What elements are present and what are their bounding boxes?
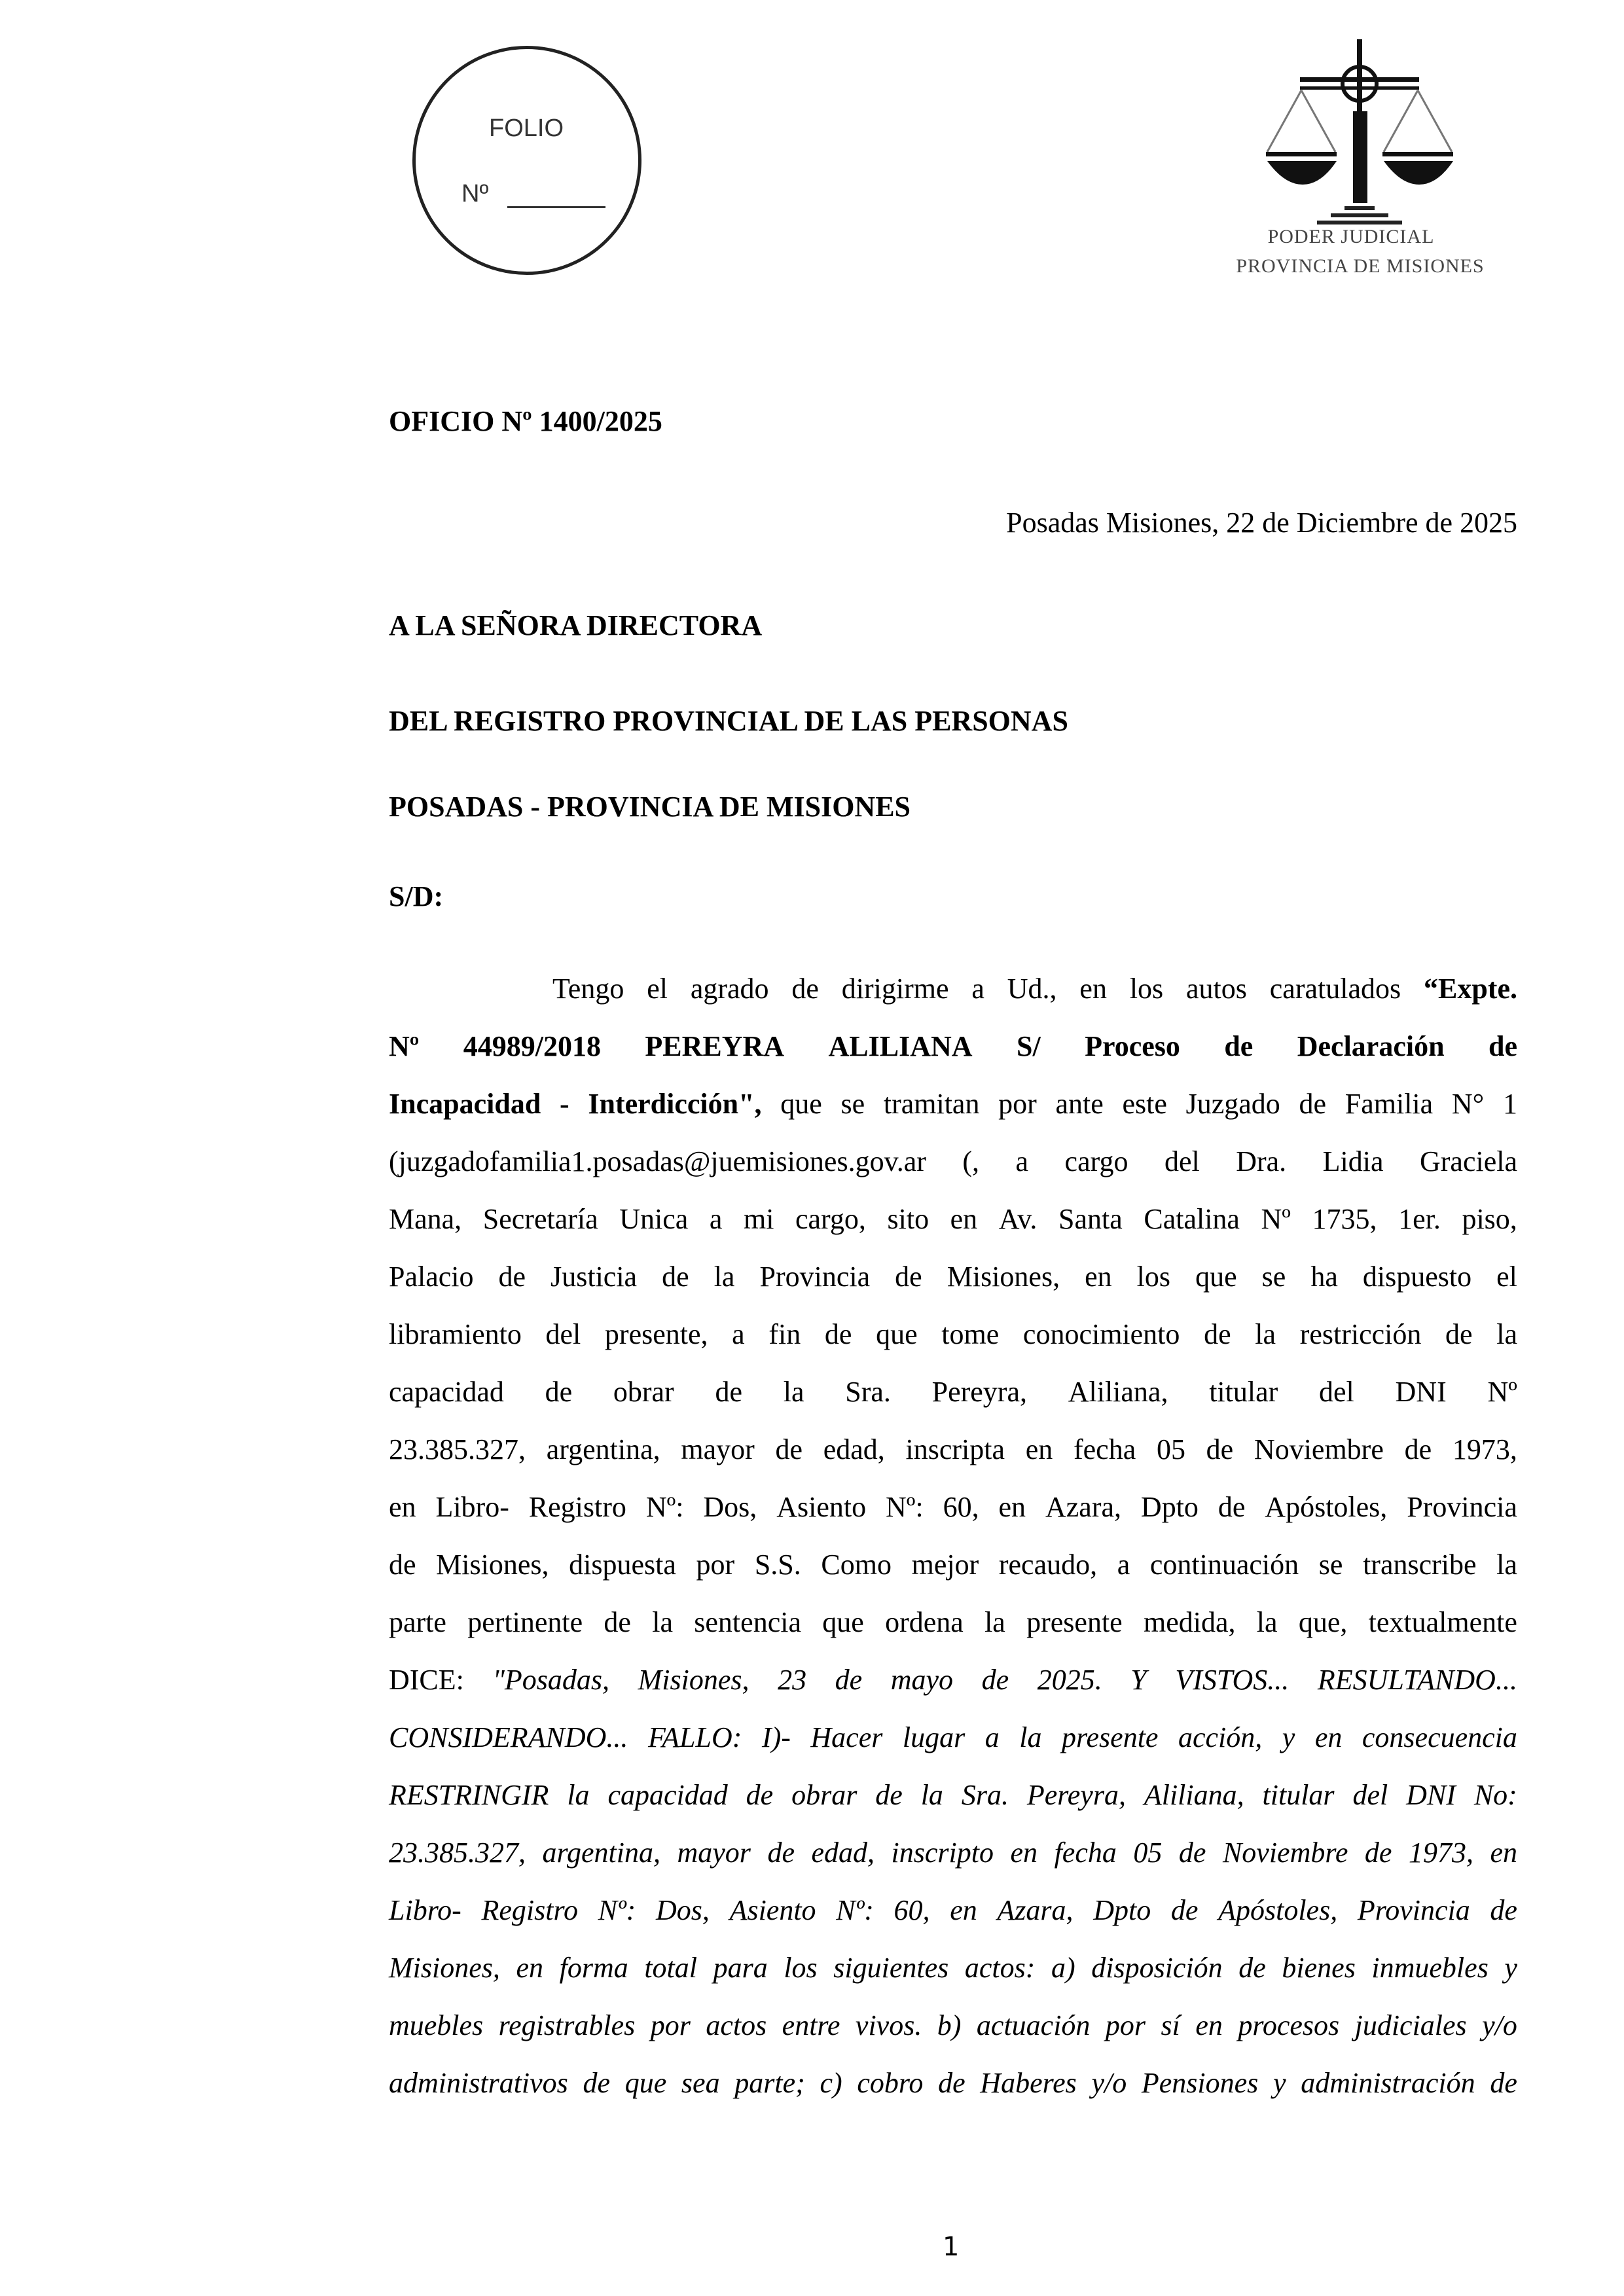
body-word: en <box>1079 973 1107 1005</box>
body-word: Interdicción", <box>588 1088 762 1120</box>
body-word: presente <box>1026 1606 1123 1638</box>
body-word: dirigirme <box>841 973 949 1005</box>
body-word: Registro <box>481 1894 578 1926</box>
body-word: los <box>1136 1261 1171 1293</box>
body-word: medida, <box>1144 1606 1236 1638</box>
body-word: 60, <box>943 1491 979 1523</box>
addressee-line-1: A LA SEÑORA DIRECTORA <box>389 609 763 641</box>
body-word: "Posadas, <box>492 1664 610 1696</box>
body-word: de <box>775 1433 803 1465</box>
body-word: lugar <box>902 1721 965 1753</box>
body-word: en <box>1025 1433 1053 1465</box>
body-word: de <box>1364 1837 1392 1869</box>
body-word: Catalina <box>1144 1203 1240 1235</box>
body-line <box>389 2066 1517 2124</box>
body-word: capacidad <box>607 1779 728 1811</box>
body-line <box>389 1663 1517 1721</box>
body-line <box>389 1202 1517 1260</box>
body-word: Mana, <box>389 1203 462 1235</box>
body-word: bienes <box>1282 1952 1356 1984</box>
body-word: el <box>647 973 668 1005</box>
body-word: Secretaría <box>482 1203 598 1235</box>
body-word: del <box>1164 1145 1200 1177</box>
body-word: de <box>824 1318 852 1350</box>
body-word: de <box>498 1261 526 1293</box>
body-word: a <box>971 973 984 1005</box>
body-word: Palacio <box>389 1261 474 1293</box>
folio-number-label: Nº <box>461 180 489 207</box>
body-word: disposición <box>1091 1952 1223 1984</box>
body-word: caratulados <box>1269 973 1401 1005</box>
body-word: actuación <box>976 2009 1091 2041</box>
body-word: de <box>875 1779 903 1811</box>
body-word: de <box>1238 1952 1266 1984</box>
body-word: sito <box>887 1203 929 1235</box>
body-word: 1 <box>1502 1088 1517 1120</box>
body-word: VISTOS... <box>1175 1664 1290 1696</box>
body-word: DICE: <box>389 1664 464 1696</box>
body-word: conocimiento <box>1022 1318 1180 1350</box>
body-word: PEREYRA <box>645 1030 785 1062</box>
body-word: Provincia <box>759 1261 871 1293</box>
body-word: la <box>1496 1549 1517 1581</box>
body-word: y <box>1272 2067 1286 2099</box>
addressee-line-2: DEL REGISTRO PROVINCIAL DE LAS PERSONAS <box>389 705 1068 737</box>
body-word: en <box>1314 1721 1343 1753</box>
body-word: Apóstoles, <box>1218 1894 1338 1926</box>
body-word: Av. <box>998 1203 1038 1235</box>
body-word: administrativos <box>389 2067 568 2099</box>
body-word: ordena <box>885 1606 964 1638</box>
body-word: tramitan <box>883 1088 980 1120</box>
body-line <box>389 1030 1517 1087</box>
body-word: edad, <box>811 1837 875 1869</box>
body-word: de <box>545 1376 573 1408</box>
body-word: Incapacidad <box>389 1088 541 1120</box>
body-word: Azara, <box>1045 1491 1121 1523</box>
body-word: titular <box>1209 1376 1278 1408</box>
body-word: en <box>1010 1837 1038 1869</box>
body-word: autos <box>1186 973 1247 1005</box>
body-word: y/o <box>1482 2009 1517 2041</box>
body-word: argentina, <box>546 1433 660 1465</box>
body-word: Ud., <box>1007 973 1057 1005</box>
folio-number-blank <box>507 206 605 208</box>
body-word: en <box>950 1894 977 1926</box>
body-word: se <box>1318 1549 1343 1581</box>
body-word: que <box>822 1606 864 1638</box>
body-word: Misiones, <box>436 1549 549 1581</box>
body-word: que <box>624 2067 667 2099</box>
body-word: pertinente <box>467 1606 583 1638</box>
body-word: Dra. <box>1236 1145 1287 1177</box>
body-word: Unica <box>619 1203 689 1235</box>
body-word: Lidia <box>1322 1145 1384 1177</box>
body-word: actos: <box>964 1952 1036 1984</box>
body-word: de <box>938 2067 965 2099</box>
body-word: que, <box>1298 1606 1348 1638</box>
body-line <box>389 1893 1517 1951</box>
body-line <box>389 1087 1517 1145</box>
body-word: Misiones, <box>389 1952 500 1984</box>
body-word: la <box>1019 1721 1042 1753</box>
body-word: y/o <box>1091 2067 1127 2099</box>
body-word: Registro <box>528 1491 626 1523</box>
body-word: forma <box>559 1952 628 1984</box>
body-word: total <box>644 1952 698 1984</box>
body-line <box>389 1490 1517 1548</box>
body-word: procesos <box>1238 2009 1340 2041</box>
body-word: restricción <box>1299 1318 1422 1350</box>
body-word: ALILIANA <box>828 1030 973 1062</box>
body-word: Como <box>821 1549 892 1581</box>
body-word: Hacer <box>810 1721 883 1753</box>
body-line <box>389 1778 1517 1836</box>
logo-line-1: PODER JUDICIAL <box>1267 226 1435 247</box>
body-word: Declaración <box>1297 1030 1445 1062</box>
body-word: de <box>1178 1837 1206 1869</box>
body-word: 44989/2018 <box>463 1030 601 1062</box>
body-word: en <box>389 1491 416 1523</box>
body-word: de <box>895 1261 922 1293</box>
body-word: Y <box>1130 1664 1147 1696</box>
body-word: la <box>652 1606 673 1638</box>
body-word: mi <box>743 1203 774 1235</box>
body-word: Aliliana, <box>1144 1779 1244 1811</box>
body-word: a <box>709 1203 723 1235</box>
body-word: fecha <box>1073 1433 1136 1465</box>
body-word: de <box>981 1664 1009 1696</box>
body-word: Asiento <box>729 1894 816 1926</box>
body-word: obrar <box>791 1779 857 1811</box>
body-word: continuación <box>1149 1549 1299 1581</box>
body-word: DNI <box>1406 1779 1456 1811</box>
page-number: 1 <box>943 2232 960 2262</box>
folio-label: FOLIO <box>489 115 564 142</box>
body-word: Pereyra, <box>931 1376 1027 1408</box>
body-word: Provincia <box>1357 1894 1470 1926</box>
body-word: Haberes <box>980 2067 1077 2099</box>
body-word: de <box>1445 1318 1473 1350</box>
body-word: vivos. <box>855 2009 922 2041</box>
body-word: Nº: <box>836 1894 874 1926</box>
body-word: 05 <box>1156 1433 1185 1465</box>
body-word: de <box>1490 2067 1517 2099</box>
body-word: en <box>1085 1261 1112 1293</box>
body-word: 1973, <box>1408 1837 1473 1869</box>
body-word: titular <box>1262 1779 1335 1811</box>
body-word: No: <box>1473 1779 1517 1811</box>
body-word: c) <box>820 2067 842 2099</box>
body-word: - <box>560 1088 569 1120</box>
body-word: 60, <box>893 1894 930 1926</box>
body-word: Pensiones <box>1141 2067 1259 2099</box>
body-word: Sra. <box>845 1376 891 1408</box>
body-word: Nº <box>389 1030 420 1062</box>
body-word: libramiento <box>389 1318 522 1350</box>
body-word: Libro- <box>435 1491 509 1523</box>
body-word: la <box>984 1606 1005 1638</box>
body-word: Nº: <box>645 1491 684 1523</box>
body-word: Graciela <box>1420 1145 1517 1177</box>
body-word: Familia <box>1344 1088 1434 1120</box>
body-word: en <box>1490 1837 1517 1869</box>
body-word: Pereyra, <box>1026 1779 1126 1811</box>
body-word: 23.385.327, <box>389 1837 526 1869</box>
body-line <box>389 1433 1517 1490</box>
body-word: de <box>791 973 819 1005</box>
body-word: y <box>1504 1952 1517 1984</box>
body-word: se <box>1261 1261 1286 1293</box>
body-word: sí <box>1161 2009 1180 2041</box>
body-word: recaudo, <box>998 1549 1098 1581</box>
body-word: Misiones, <box>947 1261 1060 1293</box>
body-word: a <box>984 1721 1000 1753</box>
body-word: por <box>1105 2009 1146 2041</box>
body-word: N° <box>1451 1088 1485 1120</box>
body-word: de <box>583 2067 611 2099</box>
body-word: de <box>746 1779 774 1811</box>
body-word: de <box>835 1664 863 1696</box>
body-word: tome <box>941 1318 1000 1350</box>
body-word: RESULTANDO... <box>1317 1664 1517 1696</box>
scales-of-justice-icon <box>1223 39 1498 229</box>
body-word: inscripta <box>905 1433 1005 1465</box>
body-word: a <box>1117 1549 1130 1581</box>
body-word: mayor <box>681 1433 755 1465</box>
body-word: 1er. <box>1398 1203 1441 1235</box>
body-word: 23.385.327, <box>389 1433 526 1465</box>
body-word: en <box>950 1203 978 1235</box>
body-word: transcribe <box>1363 1549 1477 1581</box>
body-word: Juzgado <box>1185 1088 1280 1120</box>
body-word: parte; <box>734 2067 805 2099</box>
body-word: de <box>662 1261 689 1293</box>
body-word: Nº <box>1487 1376 1517 1408</box>
body-word: “Expte. <box>1423 973 1517 1005</box>
body-word: de <box>715 1376 742 1408</box>
body-word: capacidad <box>389 1376 504 1408</box>
body-word: Noviembre <box>1254 1433 1384 1465</box>
body-word: la <box>1496 1318 1517 1350</box>
body-word: DNI <box>1395 1376 1447 1408</box>
salutation: S/D: <box>389 880 444 912</box>
body-word: mayor <box>677 1837 751 1869</box>
body-word: sea <box>681 2067 720 2099</box>
body-word: administración <box>1301 2067 1475 2099</box>
body-word: judiciales <box>1354 2009 1467 2041</box>
body-line <box>389 2009 1517 2066</box>
body-line <box>389 1605 1517 1663</box>
body-word: obrar <box>613 1376 674 1408</box>
body-word: para <box>713 1952 768 1984</box>
body-word: agrado <box>690 973 769 1005</box>
body-word: la <box>567 1779 590 1811</box>
body-line <box>389 1260 1517 1318</box>
body-word: edad, <box>823 1433 885 1465</box>
body-word: de <box>1488 1030 1517 1062</box>
folio-stamp <box>412 46 641 275</box>
body-word: Nº: <box>886 1491 924 1523</box>
body-word: de <box>1299 1088 1327 1120</box>
body-word: 2025. <box>1037 1664 1102 1696</box>
body-line <box>389 1375 1517 1433</box>
body-line <box>389 972 1517 1030</box>
body-word: Dpto <box>1140 1491 1199 1523</box>
body-word: del <box>1352 1779 1388 1811</box>
body-word: entre <box>782 2009 840 2041</box>
body-word: ha <box>1310 1261 1338 1293</box>
body-word: Sra. <box>961 1779 1009 1811</box>
body-word: actos <box>706 2009 767 2041</box>
body-word: Misiones, <box>638 1664 749 1696</box>
body-word: de <box>1218 1491 1246 1523</box>
body-word: de <box>1204 1318 1231 1350</box>
body-word: CONSIDERANDO... <box>389 1721 628 1753</box>
body-word: acción, <box>1178 1721 1263 1753</box>
body-word: de <box>1224 1030 1254 1062</box>
body-line <box>389 1145 1517 1202</box>
body-word: mayo <box>890 1664 954 1696</box>
body-word: los <box>784 1952 818 1984</box>
body-word: la <box>1255 1318 1276 1350</box>
body-word: I)- <box>761 1721 791 1753</box>
body-word: Aliliana, <box>1068 1376 1168 1408</box>
body-word: textualmente <box>1368 1606 1517 1638</box>
body-word: b) <box>937 2009 962 2041</box>
body-word: Nº <box>1261 1203 1291 1235</box>
logo-line-2: PROVINCIA DE MISIONES <box>1236 255 1485 277</box>
body-word: en <box>1195 2009 1223 2041</box>
body-word: Santa <box>1058 1203 1123 1235</box>
body-word: mejor <box>911 1549 979 1581</box>
body-word: Justicia <box>550 1261 638 1293</box>
body-word: dispuesto <box>1362 1261 1472 1293</box>
body-word: FALLO: <box>647 1721 742 1753</box>
body-word: Provincia <box>1407 1491 1517 1523</box>
body-word: Proceso <box>1085 1030 1180 1062</box>
body-word: (juzgadofamilia1.posadas@juemisiones.gov.ar <box>389 1145 926 1177</box>
body-word: cobro <box>857 2067 924 2099</box>
body-word: los <box>1129 973 1164 1005</box>
body-word: y <box>1282 1721 1295 1753</box>
body-word: a <box>1015 1145 1029 1177</box>
body-word: consecuencia <box>1362 1721 1517 1753</box>
body-word: la <box>920 1779 943 1811</box>
body-word: Tengo <box>552 973 624 1005</box>
body-word: en <box>516 1952 544 1984</box>
body-word: por <box>998 1088 1037 1120</box>
body-word: dispuesta <box>569 1549 676 1581</box>
body-line <box>389 1951 1517 2009</box>
body-word: 23 <box>778 1664 807 1696</box>
body-line <box>389 1548 1517 1605</box>
body-word: de <box>604 1606 631 1638</box>
body-word: la <box>1256 1606 1278 1638</box>
body-line <box>389 1721 1517 1778</box>
body-line <box>389 1318 1517 1375</box>
body-word: 05 <box>1133 1837 1163 1869</box>
body-word: que <box>1195 1261 1237 1293</box>
body-word: Nº: <box>598 1894 636 1926</box>
body-word: registrables <box>498 2009 636 2041</box>
body-word: del <box>545 1318 581 1350</box>
body-word: la <box>783 1376 804 1408</box>
body-word: por <box>696 1549 735 1581</box>
body-word: este <box>1122 1088 1167 1120</box>
body-word: de <box>1490 1894 1517 1926</box>
body-word: siguientes <box>833 1952 949 1984</box>
body-word: S.S. <box>754 1549 801 1581</box>
body-word: Dos, <box>655 1894 710 1926</box>
body-word: del <box>1319 1376 1354 1408</box>
date-line: Posadas Misiones, 22 de Diciembre de 2025 <box>1006 507 1517 539</box>
body-word: Apóstoles, <box>1265 1491 1388 1523</box>
body-word: que <box>876 1318 918 1350</box>
body-word: parte <box>389 1606 446 1638</box>
body-word: fin <box>768 1318 801 1350</box>
body-word: inmuebles <box>1371 1952 1489 1984</box>
oficio-number: OFICIO Nº 1400/2025 <box>389 405 662 437</box>
body-text <box>389 972 1517 2124</box>
body-word: a) <box>1051 1952 1075 1984</box>
body-word: Asiento <box>776 1491 867 1523</box>
body-word: RESTRINGIR <box>389 1779 549 1811</box>
body-word: cargo, <box>795 1203 866 1235</box>
body-word: a <box>732 1318 745 1350</box>
body-word: de <box>1404 1433 1432 1465</box>
body-word: la <box>713 1261 735 1293</box>
body-word: Dpto <box>1093 1894 1151 1926</box>
body-word: se <box>840 1088 865 1120</box>
body-line <box>389 1836 1517 1893</box>
addressee-line-3: POSADAS - PROVINCIA DE MISIONES <box>389 791 911 823</box>
body-word: muebles <box>389 2009 484 2041</box>
body-word: por <box>650 2009 691 2041</box>
body-word: de <box>1206 1433 1234 1465</box>
body-word: Dos, <box>703 1491 757 1523</box>
body-word: cargo <box>1064 1145 1128 1177</box>
body-word: en <box>998 1491 1026 1523</box>
body-word: Noviembre <box>1222 1837 1348 1869</box>
body-word: S/ <box>1016 1030 1041 1062</box>
body-word: que <box>780 1088 822 1120</box>
body-word: de <box>1170 1894 1199 1926</box>
body-word: de <box>767 1837 795 1869</box>
body-word: piso, <box>1462 1203 1517 1235</box>
body-word: Libro- <box>389 1894 461 1926</box>
body-word: presente <box>1062 1721 1159 1753</box>
body-word: sentencia <box>694 1606 801 1638</box>
body-word: argentina, <box>542 1837 660 1869</box>
body-word: de <box>389 1549 416 1581</box>
body-word: 1973, <box>1452 1433 1517 1465</box>
poder-judicial-logo <box>1223 39 1498 295</box>
body-word: presente, <box>604 1318 708 1350</box>
body-word: Azara, <box>997 1894 1074 1926</box>
body-word: el <box>1496 1261 1517 1293</box>
body-word: 1735, <box>1312 1203 1377 1235</box>
body-word: ante <box>1055 1088 1104 1120</box>
body-word: fecha <box>1054 1837 1117 1869</box>
body-word: inscripto <box>891 1837 994 1869</box>
body-word: (, <box>962 1145 980 1177</box>
